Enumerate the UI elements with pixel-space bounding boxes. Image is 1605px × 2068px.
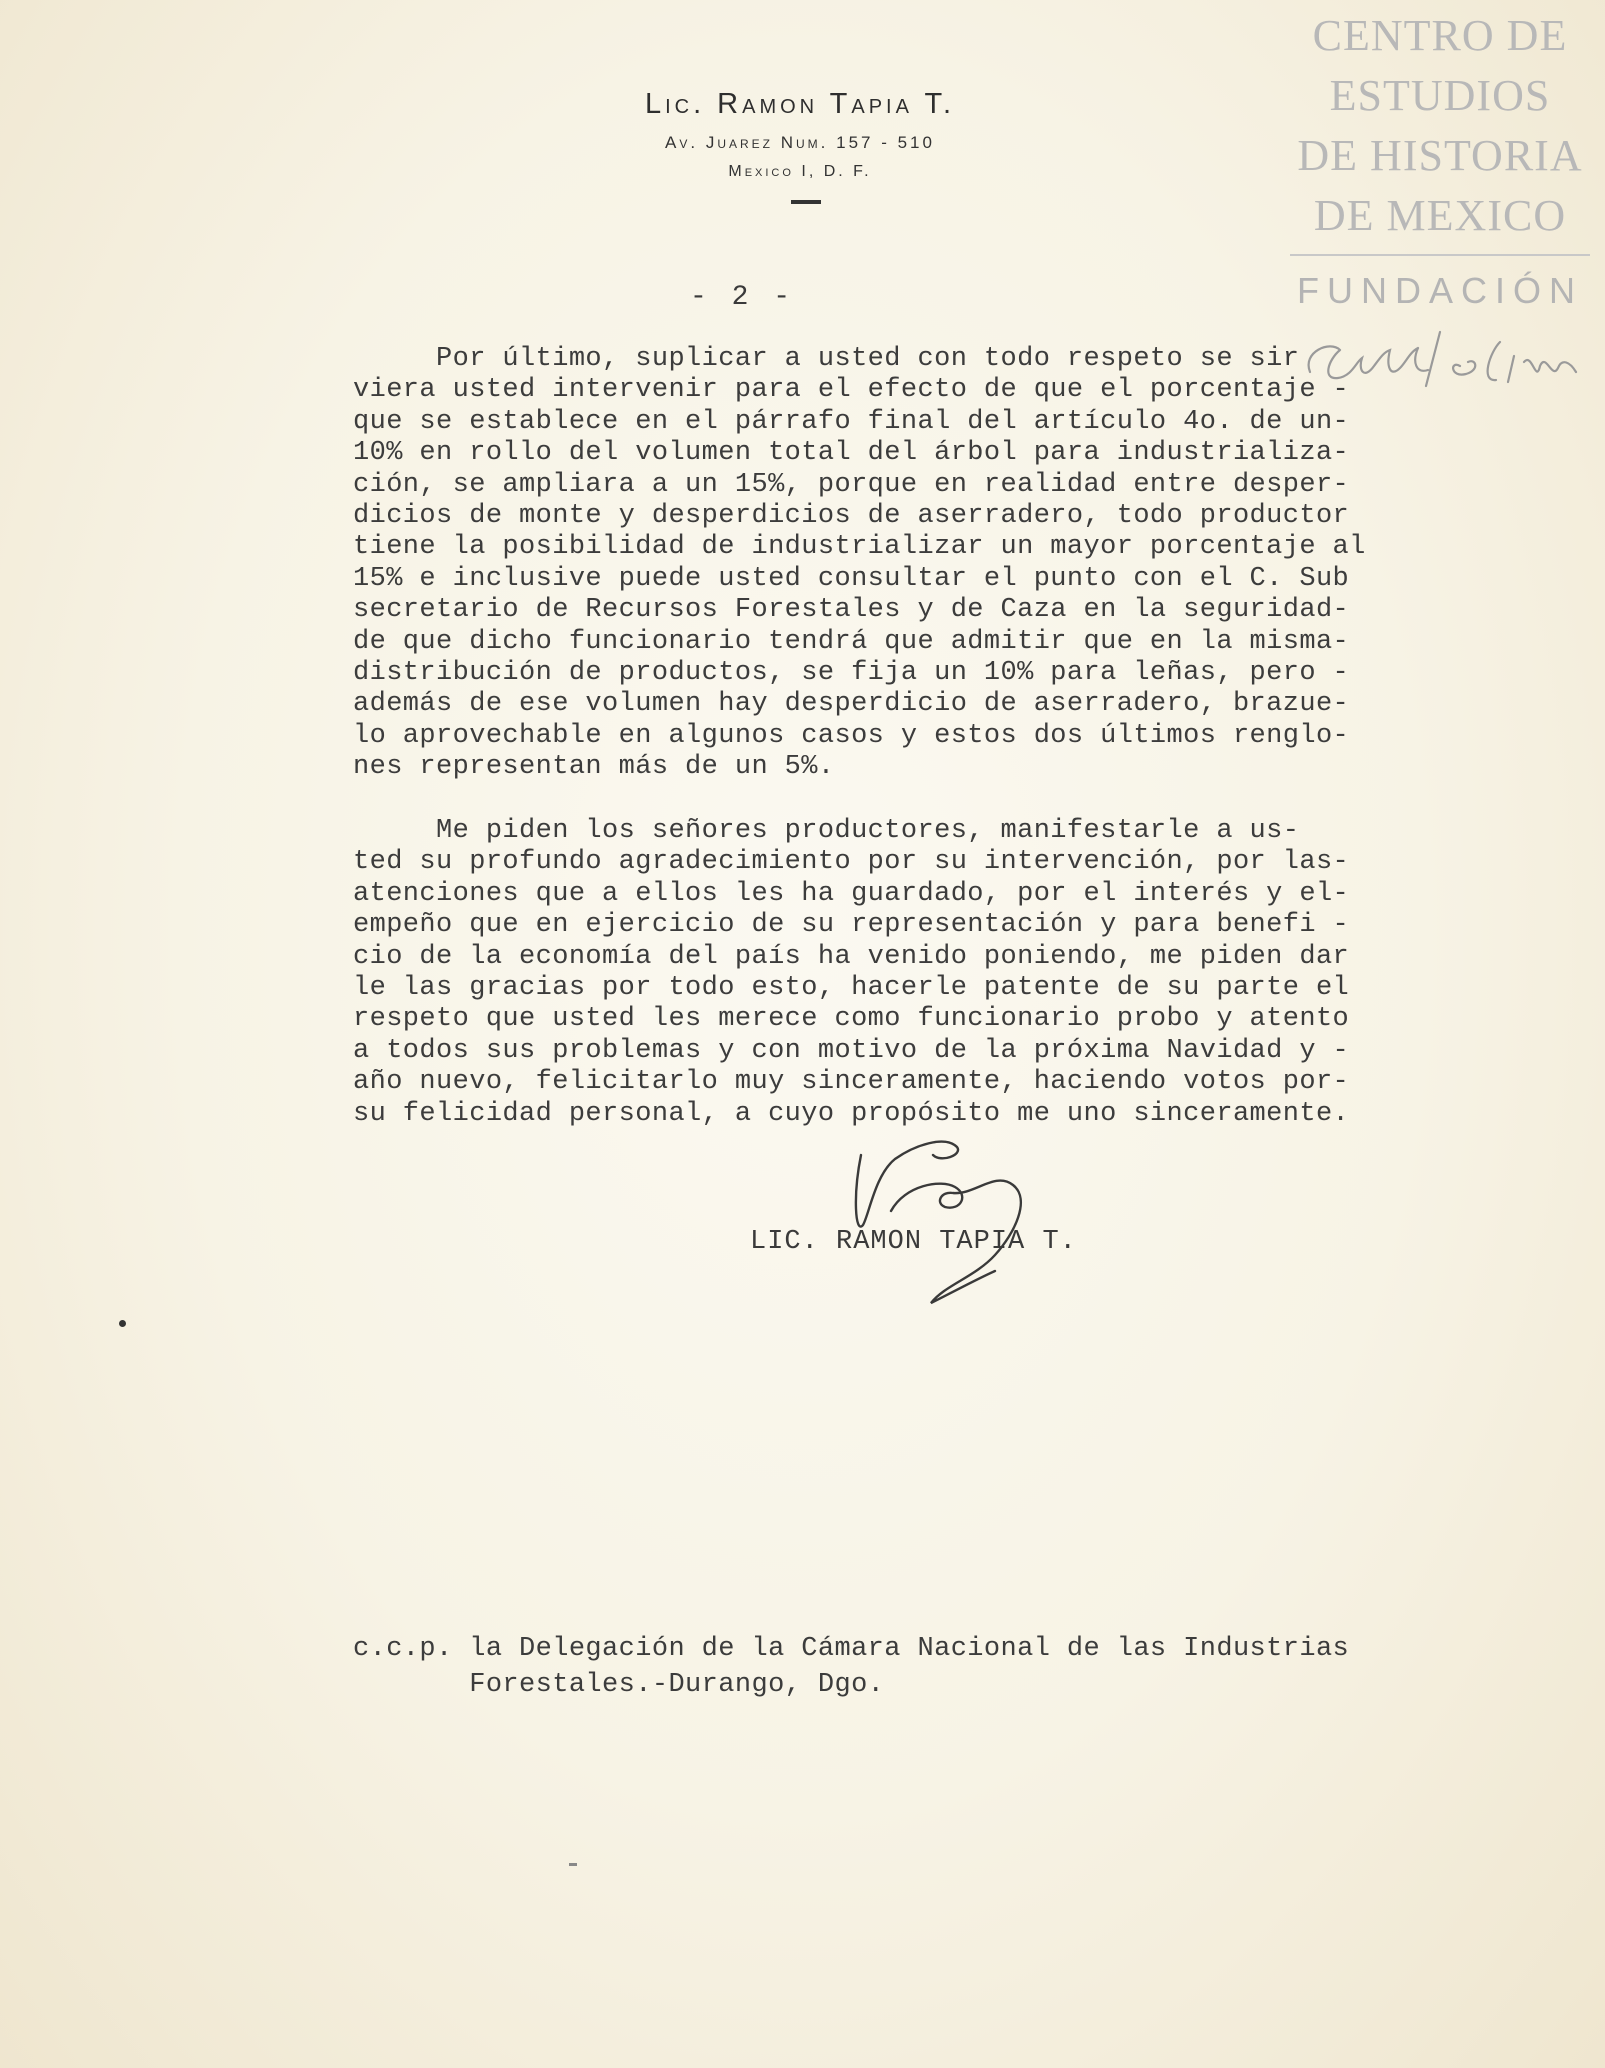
letterhead-rule — [791, 200, 821, 204]
carbon-copy-note: c.c.p. la Delegación de la Cámara Nacional de las Industrias Forestales.-Durango, Dgo. — [353, 1634, 1350, 1700]
letterhead-city: Mexico I, D. F. — [728, 163, 872, 180]
archive-stamp — [1290, 6, 1590, 312]
handwritten-signature-graphic — [845, 1115, 1085, 1315]
signer-name: LIC. RAMON TAPIA T. — [750, 1227, 1077, 1257]
body-paragraph-2: Me piden los señores productores, manifestarle a us- ted su profundo agradecimiento por su intervención, por las- atenciones que a ellos les ha guardado, por el interés y el- empeño que en ejercicio de su representación y para benefi - cio de la economía del país ha venido poniendo, me piden dar le las gracias por todo esto, hacerle patente de su parte el respeto que usted les merece como funcionario probo y atento a todos sus problemas y con motivo de la próxima Navidad y - año nuevo, felicitarlo muy sinceramente, haciendo votos por- su felicidad personal, a cuyo propósito me uno sinceramente. — [353, 816, 1350, 1129]
body-paragraph-1: Por último, suplicar a usted con todo respeto se sir viera usted intervenir para el efecto de que el porcentaje - que se establece en el párrafo final del artículo 4o. de un- 10% en rollo del volumen total del árbol para industrializa- ción, se ampliara a un 15%, porque en realidad entre desper- dicios de monte y desperdicios de aserradero, todo productor tiene la posibilidad de industrializar un mayor porcentaje al 15% e inclusive puede usted consultar el punto con el C. Sub secretario de Recursos Forestales y de Caza en la seguridad- de que dicho funcionario tendrá que admitir que en la misma- distribución de productos, se fija un 10% para leñas, pero - además de ese volumen hay desperdicio de aserradero, brazue- lo aprovechable en algunos casos y estos dos últimos renglo- nes representan más de un 5%. — [353, 344, 1366, 783]
paper-mark — [119, 1320, 126, 1327]
page-number: - 2 - — [690, 282, 795, 313]
paper-speck — [569, 1863, 577, 1866]
archive-stamp-rule — [1290, 254, 1590, 256]
archive-stamp-line: DE HISTORIA — [1297, 131, 1583, 180]
archive-stamp-line: CENTRO DE — [1312, 11, 1568, 60]
letterhead-address: Av. Juarez Num. 157 - 510 — [665, 133, 935, 152]
letterhead-name: Lic. Ramon Tapia T. — [644, 88, 956, 120]
archive-stamp-line: DE MEXICO — [1313, 191, 1567, 240]
archive-stamp-line: ESTUDIOS — [1329, 71, 1551, 120]
archive-stamp-foundation: FUNDACIÓN — [1297, 270, 1583, 311]
